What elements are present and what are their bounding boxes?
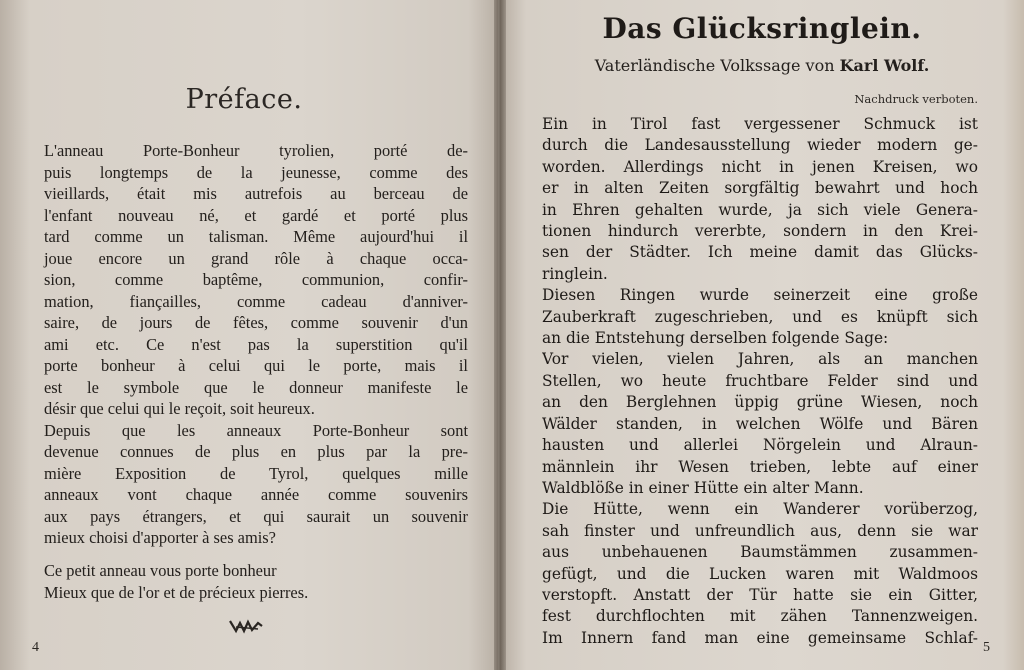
text-line: gefügt, und die Lucken waren mit Waldmoos	[542, 564, 978, 583]
text-line: worden. Allerdings nicht in jenen Kreisen, wo	[542, 157, 978, 176]
story-subtitle	[500, 56, 1024, 75]
text-line: männlein ihr Wesen trieben, lebte auf einer	[542, 457, 978, 476]
preface-paragraph-1	[44, 140, 468, 420]
text-line: mière Exposition de Tyrol, quelques mille	[44, 463, 468, 483]
text-line: Zauberkraft zugeschrieben, und es knüpft sich	[542, 307, 978, 326]
text-line: joue encore un grand rôle à chaque occa-	[44, 248, 468, 268]
text-line: an die Entstehung derselben folgende Sage:	[542, 329, 889, 348]
text-line: est le symbole que le donneur manifeste le	[44, 377, 468, 397]
right-page	[500, 0, 1024, 670]
text-line: in Ehren gehalten wurde, ja sich viele Genera-	[542, 200, 978, 219]
text-line: ringlein.	[542, 264, 608, 283]
text-line: vieillards, était mis autrefois au berceau de	[44, 184, 468, 203]
verse-line: Ce petit anneau vous porte bonheur	[44, 561, 277, 580]
reprint-note: Nachdruck verboten.	[854, 92, 978, 106]
text-line: sen der Städter. Ich meine damit das Glücks-	[542, 243, 978, 262]
text-line: durch die Landesausstellung wieder modern ge-	[542, 136, 978, 155]
text-line: Vor vielen, vielen Jahren, als an manchen	[542, 350, 978, 369]
preface-body	[44, 140, 468, 549]
text-line: devenue connues de plus en plus par la pre-	[44, 442, 468, 461]
text-line: désir que celui qui le reçoit, soit heureux.	[44, 399, 315, 418]
preface-title: Préface.	[185, 84, 303, 115]
page-number-right: 5	[983, 640, 990, 655]
text-line: Stellen, wo heute fruchtbare Felder sind und	[542, 371, 978, 390]
text-line: L'anneau Porte-Bonheur tyrolien, porté de-	[44, 141, 468, 160]
text-line: Wälder standen, in welchen Wölfe und Bären	[542, 414, 978, 433]
text-line: tionen hindurch vererbte, sondern in den Krei-	[542, 222, 978, 241]
text-line: puis longtemps de la jeunesse, comme des	[44, 162, 468, 182]
text-line: Waldblöße in einer Hütte ein alter Mann.	[542, 478, 864, 497]
ornament-icon	[228, 617, 264, 635]
text-line: verstopft. Anstatt der Tür hatte sie ein Gitter,	[542, 585, 978, 604]
text-line: Depuis que les anneaux Porte-Bonheur sont	[44, 420, 468, 440]
text-line: sah finster und unfreundlich aus, denn sie war	[542, 521, 978, 540]
text-line: aux pays étrangers, et qui saurait un souvenir	[44, 506, 468, 526]
text-line: er in alten Zeiten sorgfältig bewahrt und hoch	[542, 179, 978, 198]
subtitle-prefix: Vaterländische Volkssage von	[594, 56, 835, 75]
text-line: mation, fiançailles, comme cadeau d'anniver-	[44, 291, 468, 311]
text-line: Ein in Tirol fast vergessener Schmuck ist	[542, 115, 978, 133]
text-line: mieux choisi d'apporter à ses amis?	[44, 528, 276, 547]
text-line: tard comme un talisman. Même aujourd'hui il	[44, 227, 468, 246]
text-line: ami etc. Ce n'est pas la superstition qu'il	[44, 334, 468, 354]
left-page	[0, 0, 498, 670]
text-line: hausten und allerlei Nörgelein und Alraun-	[542, 436, 978, 455]
text-line: anneaux vont chaque année comme souvenirs	[44, 485, 468, 504]
preface-paragraph-2	[44, 420, 468, 549]
text-line: aus unbehauenen Baumstämmen zusammen-	[542, 543, 978, 562]
text-line: sion, comme baptême, communion, confir-	[44, 270, 468, 289]
verse-line: Mieux que de l'or et de précieux pierres.	[44, 583, 309, 602]
book-gutter	[494, 0, 506, 670]
text-line: an den Berglehnen üppig grüne Wiesen, noch	[542, 393, 978, 412]
subtitle-author: Karl Wolf.	[839, 56, 930, 75]
text-line: l'enfant nouveau né, et gardé et porté plus	[44, 205, 468, 225]
text-line: Die Hütte, wenn ein Wanderer vorüberzog,	[542, 500, 978, 519]
page-number-left: 4	[32, 640, 39, 655]
text-line: Im Innern fand man eine gemeinsame Schlaf-	[542, 628, 978, 647]
text-line: fest durchflochten mit zähen Tannenzweigen.	[542, 607, 978, 626]
text-line: porte bonheur à celui qui le porte, mais il	[44, 356, 468, 375]
preface-verse	[44, 560, 464, 604]
text-line: saire, de jours de fêtes, comme souvenir d'un	[44, 313, 468, 332]
story-title: Das Glücksringlein.	[602, 12, 922, 45]
story-body	[542, 114, 978, 649]
text-line: Diesen Ringen wurde seinerzeit eine große	[542, 286, 978, 305]
